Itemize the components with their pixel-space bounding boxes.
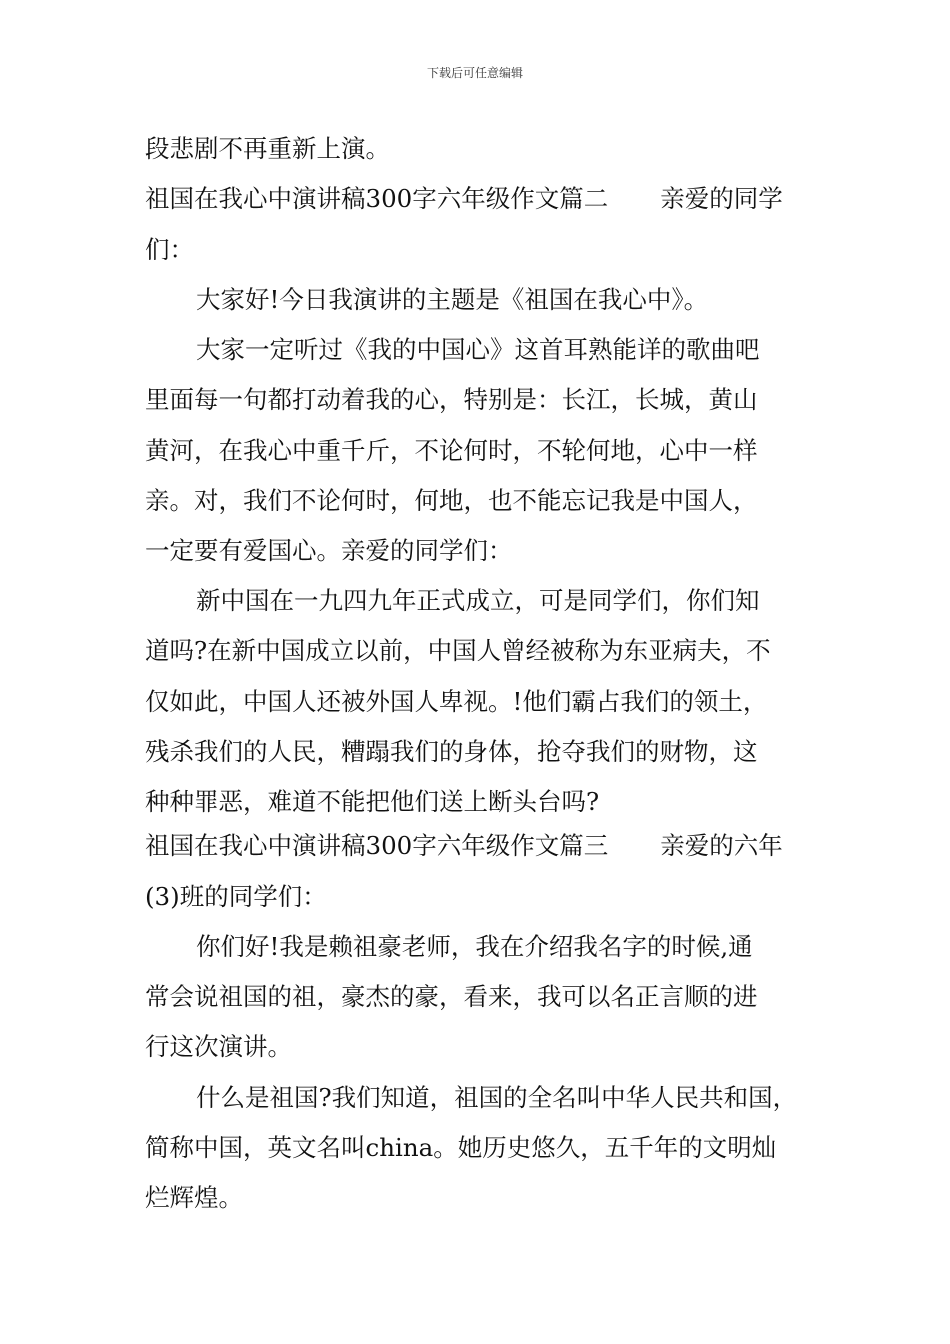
text-line: 黄河，在我心中重千斤，不论何时，不轮何地，心中一样 bbox=[145, 436, 758, 465]
section-heading-two bbox=[145, 182, 783, 216]
salutation: 亲爱的六年 bbox=[660, 831, 783, 860]
text-line: 一定要有爱国心。亲爱的同学们： bbox=[145, 536, 513, 565]
paragraph-line: 新中国在一九四九年正式成立，可是同学们，你们知 bbox=[196, 586, 760, 615]
text-line: 常会说祖国的祖，豪杰的豪，看来，我可以名正言顺的进 bbox=[145, 982, 758, 1011]
paragraph-line: 什么是祖国?我们知道，祖国的全名叫中华人民共和国， bbox=[196, 1083, 798, 1112]
text-line: 道吗?在新中国成立以前，中国人曾经被称为东亚病夫，不 bbox=[145, 636, 771, 665]
text-line: 段悲剧不再重新上演。 bbox=[145, 134, 390, 163]
text-line: 烂辉煌。 bbox=[145, 1183, 243, 1212]
text-line: 亲。对，我们不论何时，何地，也不能忘记我是中国人， bbox=[145, 486, 758, 515]
section-heading-three bbox=[145, 829, 783, 863]
page-header: 下载后可任意编辑 bbox=[426, 66, 523, 80]
text-line: 简称中国，英文名叫china。她历史悠久，五千年的文明灿 bbox=[145, 1133, 777, 1162]
heading-title: 祖国在我心中演讲稿300字六年级作文篇三 bbox=[145, 831, 609, 860]
text-line: 种种罪恶，难道不能把他们送上断头台吗? bbox=[145, 787, 600, 816]
text-line: 行这次演讲。 bbox=[145, 1032, 292, 1061]
text-line: (3)班的同学们： bbox=[145, 882, 327, 911]
heading-title: 祖国在我心中演讲稿300字六年级作文篇二 bbox=[145, 184, 609, 213]
text-line: 们： bbox=[145, 235, 194, 264]
text-line: 仅如此，中国人还被外国人卑视。!他们霸占我们的领土， bbox=[145, 687, 768, 716]
text-line: 里面每一句都打动着我的心，特别是：长江，长城，黄山 bbox=[145, 385, 758, 414]
paragraph-line: 你们好!我是赖祖豪老师，我在介绍我名字的时候,通 bbox=[196, 932, 753, 961]
text-line: 残杀我们的人民，糟蹋我们的身体，抢夺我们的财物，这 bbox=[145, 737, 758, 766]
paragraph-line: 大家好!今日我演讲的主题是《祖国在我心中》。 bbox=[196, 285, 709, 314]
paragraph-line: 大家一定听过《我的中国心》这首耳熟能详的歌曲吧 bbox=[196, 335, 760, 364]
salutation: 亲爱的同学 bbox=[660, 184, 783, 213]
